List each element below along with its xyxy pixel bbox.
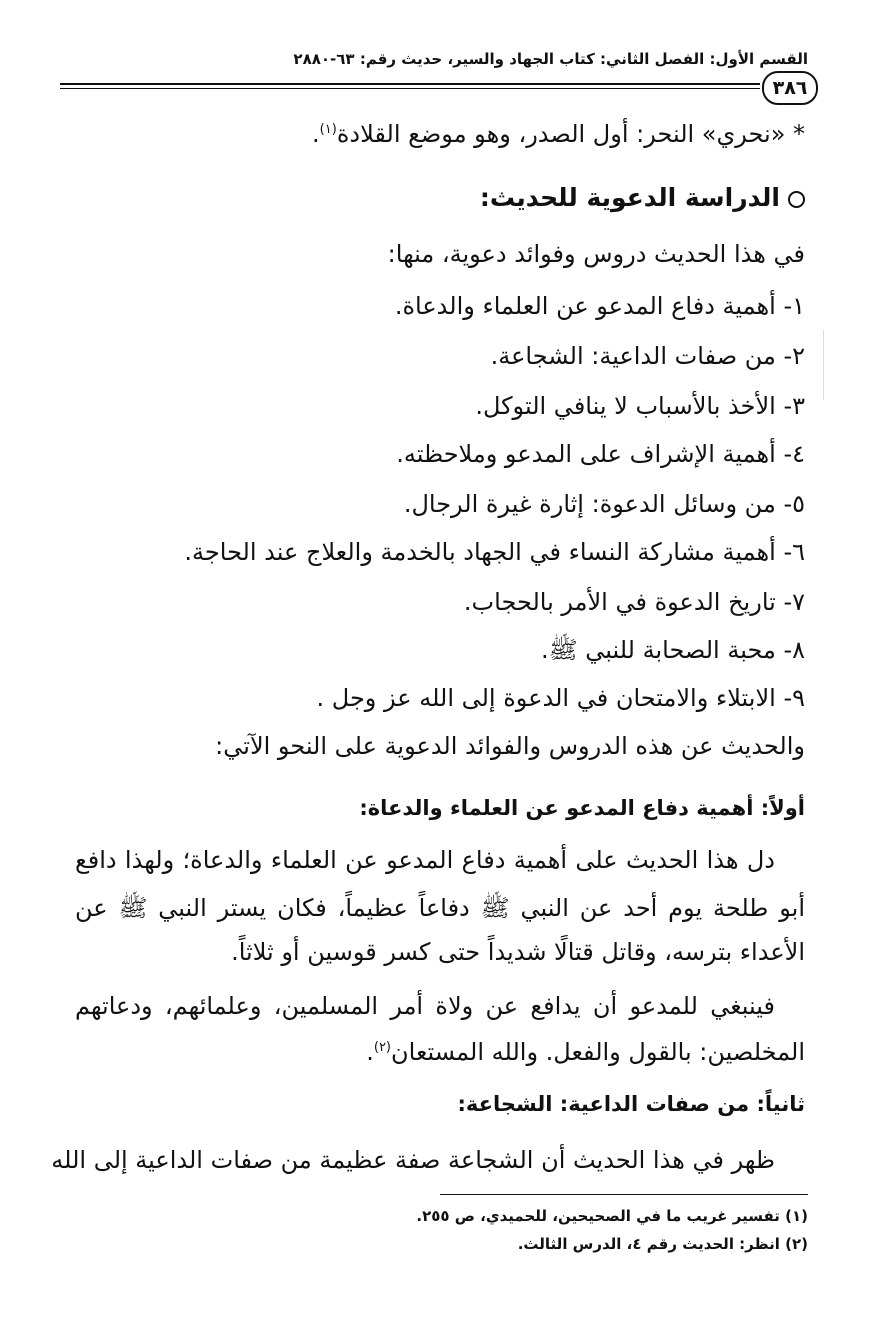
gloss-text: * «نحري» النحر: أول الصدر، وهو موضع القلادة: [336, 120, 805, 148]
section-heading-text: الدراسة الدعوية للحديث:: [479, 183, 780, 212]
paragraph-line: دل هذا الحديث على أهمية دفاع المدعو عن العلماء والدعاة؛ ولهذا دافع: [75, 846, 775, 874]
intro-line: في هذا الحديث دروس وفوائد دعوية، منها:: [387, 240, 805, 268]
header-rule: [60, 83, 760, 85]
lesson-item: ٨- محبة الصحابة للنبي ﷺ.: [540, 636, 805, 664]
lesson-item: ٧- تاريخ الدعوة في الأمر بالحجاب.: [463, 588, 805, 616]
lesson-item: ٣- الأخذ بالأسباب لا ينافي التوكل.: [475, 392, 805, 420]
paragraph-line: فينبغي للمدعو أن يدافع عن ولاة أمر المسلمين، وعلمائهم، ودعاتهم: [75, 992, 775, 1020]
paragraph-line-with-ref: [366, 1026, 805, 1074]
scan-margin-mark: [823, 330, 824, 400]
lesson-item: ٦- أهمية مشاركة النساء في الجهاد بالخدمة والعلاج عند الحاجة.: [184, 538, 805, 566]
footnote-ref-2: (٢): [373, 1040, 391, 1055]
paragraph-line: ظهر في هذا الحديث أن الشجاعة صفة عظيمة من صفات الداعية إلى الله: [51, 1146, 775, 1174]
paragraph-line: أبو طلحة يوم أحد عن النبي ﷺ دفاعاً عظيماً، فكان يستر النبي ﷺ عن: [75, 894, 805, 922]
circle-bullet-icon: [788, 191, 805, 208]
gloss-end: .: [312, 120, 320, 148]
footnote-rule: [440, 1194, 808, 1195]
paragraph-line: الأعداء بترسه، وقاتل قتالًا شديداً حتى كسر قوسين أو ثلاثاً.: [231, 938, 805, 966]
footnote: (١) تفسير غريب ما في الصحيحين، للحميدي، ص ٢٥٥.: [416, 1207, 808, 1225]
header-rule-thin: [60, 88, 760, 89]
section-heading: [480, 176, 805, 220]
lesson-item: ٢- من صفات الداعية: الشجاعة.: [490, 342, 805, 370]
footnote: (٢) انظر: الحديث رقم ٤، الدرس الثالث.: [517, 1235, 808, 1253]
lesson-item: ٥- من وسائل الدعوة: إثارة غيرة الرجال.: [403, 490, 805, 518]
lesson-item: ٤- أهمية الإشراف على المدعو وملاحظته.: [396, 440, 805, 468]
gloss-line: [312, 108, 805, 156]
lesson-item: ١- أهمية دفاع المدعو عن العلماء والدعاة.: [394, 292, 805, 320]
page-number: ٣٨٦: [762, 71, 818, 105]
running-header: القسم الأول: الفصل الثاني: كتاب الجهاد والسير، حديث رقم: ٦٣-٢٨٨٠: [293, 50, 808, 68]
footnote-ref-1: (١): [319, 122, 337, 137]
transition-line: والحديث عن هذه الدروس والفوائد الدعوية على النحو الآتي:: [215, 732, 805, 760]
second-subheading: ثانياً: من صفات الداعية: الشجاعة:: [457, 1092, 805, 1116]
paragraph-text: المخلصين: بالقول والفعل. والله المستعان: [391, 1038, 805, 1066]
lesson-item: ٩- الابتلاء والامتحان في الدعوة إلى الله عز وجل .: [316, 684, 805, 712]
paragraph-end: .: [366, 1038, 374, 1066]
first-subheading: أولاً: أهمية دفاع المدعو عن العلماء والدعاة:: [359, 796, 805, 820]
